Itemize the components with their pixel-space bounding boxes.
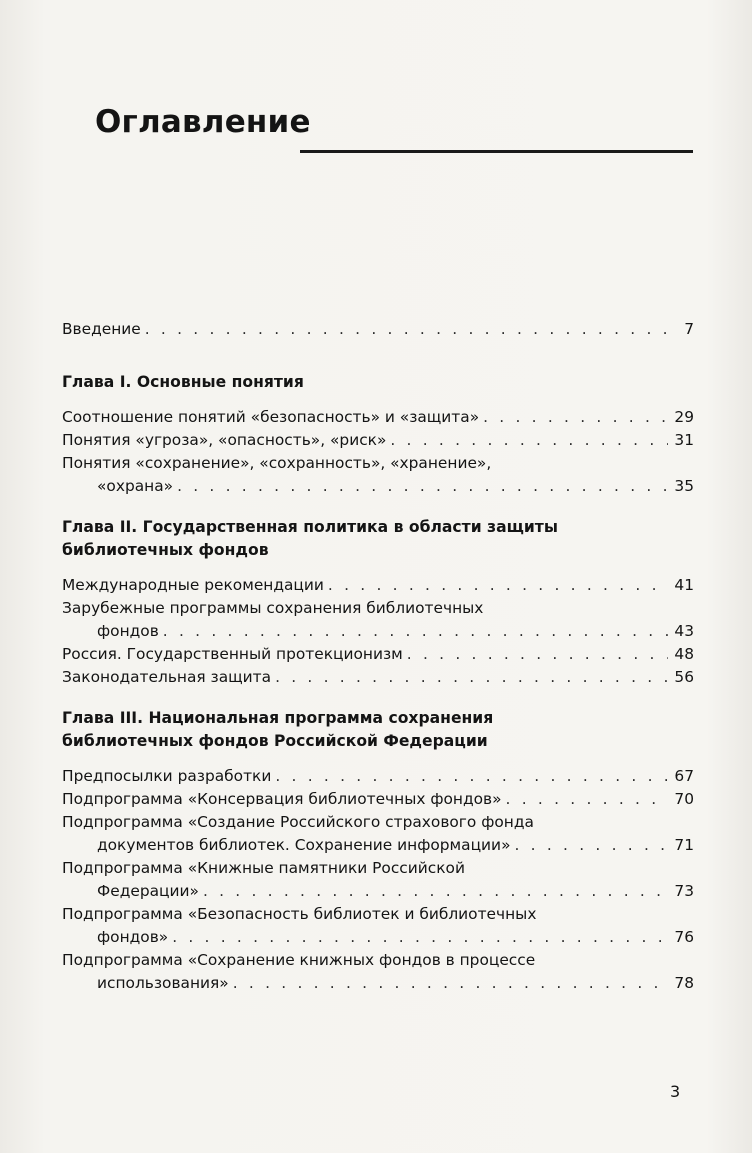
toc-entry-label: Россия. Государственный протекционизм — [62, 645, 403, 663]
toc-entry-label: Международные рекомендации — [62, 576, 324, 594]
toc-entry-label: Подпрограмма «Безопасность библиотек и библиотечных — [62, 905, 537, 923]
leader-dots — [407, 643, 668, 666]
toc-entry[interactable] — [62, 406, 694, 429]
toc-page-number: 43 — [674, 622, 694, 640]
toc-entry-intro[interactable] — [62, 318, 694, 341]
toc-entry[interactable] — [62, 903, 694, 949]
chapter-heading-line: библиотечных фондов — [62, 541, 269, 559]
leader-dots — [483, 406, 668, 429]
toc-entry-label: Понятия «угроза», «опасность», «риск» — [62, 431, 387, 449]
toc-entry-label-cont: использования» — [97, 974, 229, 992]
toc-page-number: 73 — [674, 882, 694, 900]
toc-entry[interactable] — [62, 429, 694, 452]
toc-page-number: 70 — [674, 790, 694, 808]
toc-entry[interactable] — [62, 788, 694, 811]
toc-entry-label-cont: Федерации» — [97, 882, 199, 900]
toc-entry-label: Подпрограмма «Сохранение книжных фондов в процессе — [62, 951, 536, 969]
toc-entry-label: Введение — [62, 320, 141, 338]
toc-page-number: 48 — [674, 645, 694, 663]
toc-entry-label: Зарубежные программы сохранения библиотечных — [62, 599, 484, 617]
leader-dots — [163, 620, 668, 643]
chapter-heading-2 — [62, 516, 694, 562]
toc-entry-label-cont: документов библиотек. Сохранение информации» — [97, 836, 511, 854]
page-number: 3 — [670, 1082, 681, 1101]
chapter-heading-line: библиотечных фондов Российской Федерации — [62, 732, 488, 750]
toc-entry[interactable] — [62, 597, 694, 643]
toc-entry[interactable] — [62, 765, 694, 788]
toc-entry-label-cont: «охрана» — [97, 477, 174, 495]
toc-entry-label: Законодательная защита — [62, 668, 272, 686]
toc-page-number: 78 — [674, 974, 694, 992]
toc-entry-label-cont: фондов — [97, 622, 159, 640]
leader-dots — [275, 765, 668, 788]
toc-entry-label: Понятия «сохранение», «сохранность», «хранение», — [62, 454, 492, 472]
leader-dots — [275, 666, 668, 689]
toc-entry-label: Подпрограмма «Консервация библиотечных фондов» — [62, 790, 502, 808]
toc-page-number: 7 — [684, 320, 694, 338]
toc-entry[interactable] — [62, 949, 694, 995]
toc-page-number: 29 — [674, 408, 694, 426]
chapter-heading-line: Глава III. Национальная программа сохранения — [62, 709, 494, 727]
leader-dots — [177, 475, 668, 498]
leader-dots — [506, 788, 668, 811]
leader-dots — [328, 574, 668, 597]
chapter-heading-1: Глава I. Основные понятия — [62, 373, 304, 391]
chapter-heading-line: Глава II. Государственная политика в области защиты — [62, 518, 558, 536]
toc-entry-label: Соотношение понятий «безопасность» и «защита» — [62, 408, 480, 426]
toc-page-number: 76 — [674, 928, 694, 946]
toc-page-number: 67 — [674, 767, 694, 785]
chapter-heading-3 — [62, 707, 694, 753]
leader-dots — [233, 972, 668, 995]
toc-entry[interactable] — [62, 811, 694, 857]
toc-page-number: 31 — [674, 431, 694, 449]
toc-entry[interactable] — [62, 666, 694, 689]
toc-entry[interactable] — [62, 452, 694, 498]
leader-dots — [203, 880, 668, 903]
table-of-contents — [62, 318, 694, 995]
leader-dots — [390, 429, 668, 452]
toc-page-number: 71 — [674, 836, 694, 854]
toc-entry-label: Подпрограмма «Книжные памятники Российской — [62, 859, 465, 877]
leader-dots — [514, 834, 668, 857]
toc-entry[interactable] — [62, 643, 694, 666]
title-underline — [300, 150, 693, 153]
toc-page-number: 35 — [674, 477, 694, 495]
toc-page-number: 41 — [674, 576, 694, 594]
toc-entry[interactable] — [62, 857, 694, 903]
leader-dots — [172, 926, 668, 949]
toc-entry-label: Предпосылки разработки — [62, 767, 272, 785]
toc-page-number: 56 — [674, 668, 694, 686]
toc-entry-label: Подпрограмма «Создание Российского страхового фонда — [62, 813, 534, 831]
page-title: Оглавление — [95, 104, 311, 140]
corner-stamp — [694, 22, 699, 35]
toc-entry[interactable] — [62, 574, 694, 597]
toc-entry-label-cont: фондов» — [97, 928, 169, 946]
leader-dots — [145, 318, 668, 341]
